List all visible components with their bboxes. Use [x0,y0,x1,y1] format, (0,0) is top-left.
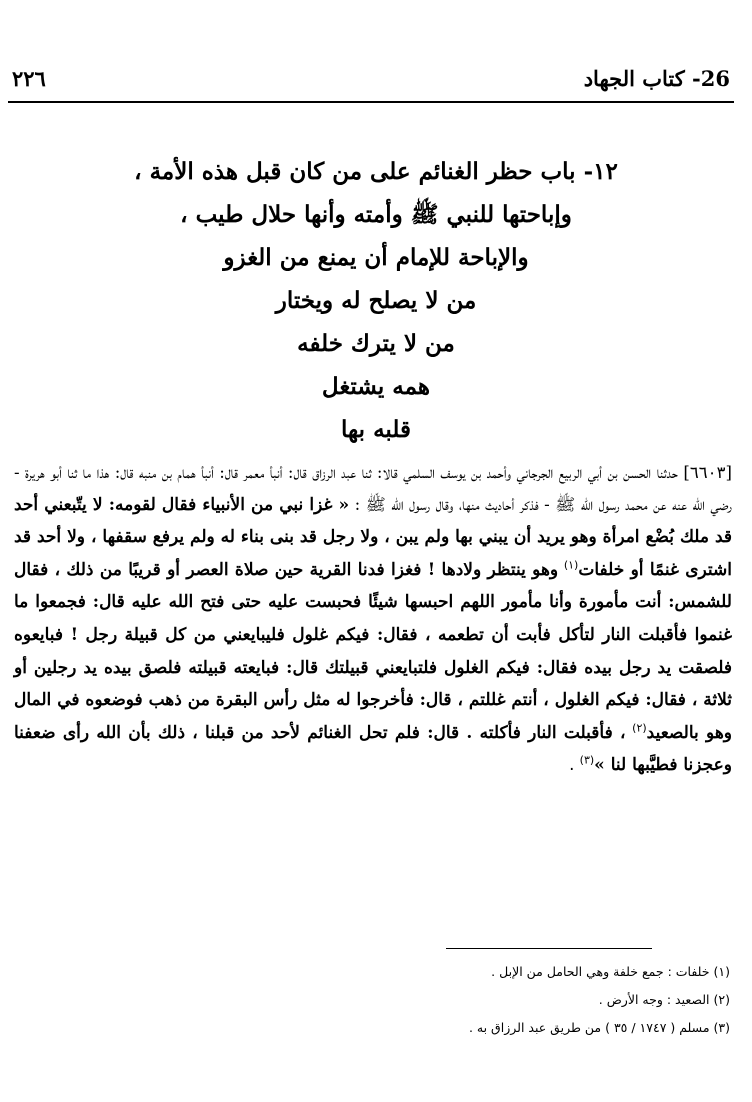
end-mark: . [569,755,575,775]
footnote-item: (٢) الصعيد : وجه الأرض . [598,992,730,1007]
chapter-heading [40,150,712,451]
footnote-divider [446,948,652,949]
footnote-item: (١) خلفات : جمع خلفة وهي الحامل من الإبل . [491,964,730,979]
footnote-marker: (٢) [632,721,647,735]
hadith-text [14,457,732,782]
hadith-isnad: [٦٦٠٣] حدثنا الحسن بن أبي الربيع الجرجاني وأحمد بن يوسف السلمي قالا: ثنا عبد الرزاق قال: أنبأ معمر قال: أنبأ همام بن منبه قال: هذا ما ثنا أبو هريرة - رضي الله عنه عن محمد رسول الله ﷺ - فذكر أحاديث منها، وقال رسول الله ﷺ : [14,463,732,514]
page-header [12,58,730,98]
chapter-heading-line: من لا يترك خلفه [297,330,455,357]
footnote-item: (٣) مسلم ( ١٧٤٧ / ٣٥ ) من طريق عبد الرزاق به . [468,1020,730,1035]
page-number: ٢٢٦ [12,65,46,91]
chapter-heading-line: همه يشتغل [321,373,431,400]
chapter-heading-line: من لا يصلح له ويختار [275,287,477,314]
footnote-marker: (١) [563,558,579,572]
hadith-paragraph [14,457,732,782]
chapter-heading-line: ١٢- باب حظر الغنائم على من كان قبل هذه الأمة ، [134,158,618,185]
hadith-matn: « غزا نبي من الأنبياء فقال لقومه: لا يتّبعني أحد قد ملك بُضْع امرأة وهو يريد أن يبني بها ولم يبن ، ولا رجل قد بنى بناء له ولم يرفع سقفها ، ولا أحد قد اشترى غنمًا أو خلفات [14,494,733,580]
running-title: 26- كتاب الجهاد [583,65,730,91]
header-divider [8,101,734,103]
footnote-marker: (٣) [579,753,595,767]
hadith-matn: وهو ينتظر ولادها ! فغزا فدنا القرية حين صلاة العصر أو قريبًا من ذلك ، فقال للشمس: أنت مأمورة وأنا مأمور اللهم احبسها شيئًا فحبست عليه حتى فتح الله عليه قال: فجمعوا ما غنموا فأقبلت النار لتأكل فأبت أن تطعمه ، فقال: فيكم غلول فليبايعني من كل قبيلة رجل ! فبايعوه فلصقت يد رجل بيده فقال: فيكم الغلول فلتبايعني قبيلتك قال: فبايعته قبيلته فلصق بيده يد رجلين أو ثلاثة ، فقال: فيكم الغلول ، أنتم غللتم ، قال: فأخرجوا له مثل رأس البقرة من ذهب فوضعوه في المال وهو بالصعيد [14,559,732,743]
hadith-matn: ، فأقبلت النار فأكلته . قال: فلم تحل الغنائم لأحد من قبلنا ، ذلك بأن الله رأى ضعفنا وعجزنا فطيَّبها لنا » [14,722,732,776]
footnotes [330,958,730,1042]
chapter-heading-line: وإباحتها للنبي ﷺ وأمته وأنها حلال طيب ، [180,201,572,228]
chapter-heading-line: قلبه بها [341,416,411,443]
chapter-heading-line: والإباحة للإمام أن يمنع من الغزو [223,244,529,271]
